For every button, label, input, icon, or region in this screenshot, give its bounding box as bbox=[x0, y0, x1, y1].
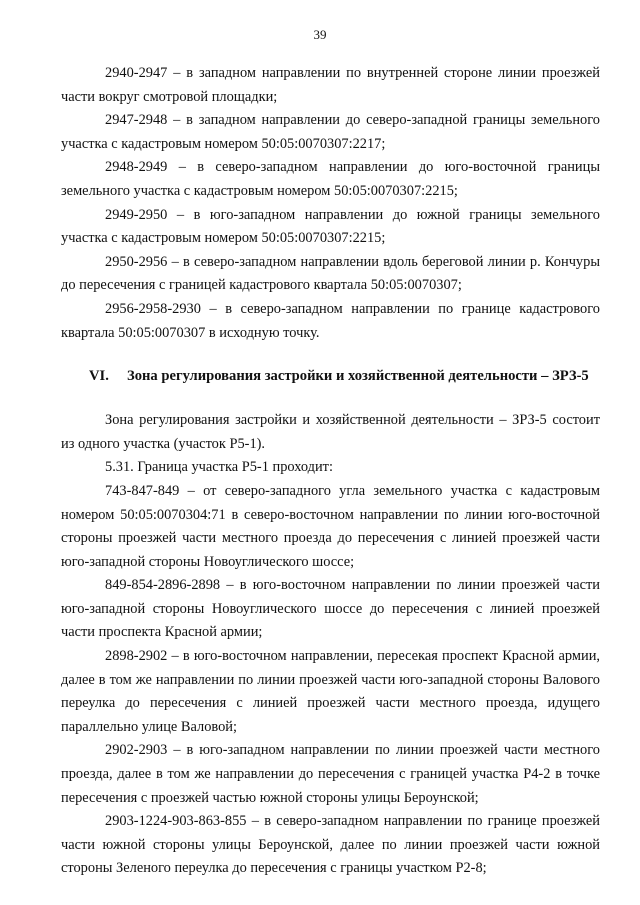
section-title: Зона регулирования застройки и хозяйственной деятельности – ЗРЗ-5 bbox=[127, 368, 589, 385]
paragraph: 2902-2903 – в юго-западном направлении по линии проезжей части местного проезда, далее в том же направлении до пересечения с границей участка Р4-2 в точке пересечения с проезжей частью южной стороны улицы Бероунской; bbox=[61, 742, 600, 806]
paragraph: 2898-2902 – в юго-восточном направлении, пересекая проспект Красной армии, далее в том же направлении по линии проезжей части юго-западной стороны Валового переулка до пересечения с линией проезжей части местного проезда, идущего параллельно улице Валовой; bbox=[61, 648, 600, 735]
section-number: VI. bbox=[89, 368, 109, 385]
document-body bbox=[61, 62, 600, 881]
page-number: 39 bbox=[313, 27, 327, 42]
paragraph: 5.31. Граница участка Р5-1 проходит: bbox=[105, 459, 333, 476]
paragraph: 2948-2949 – в северо-западном направлении до юго-восточной границы земельного участка с кадастровым номером 50:05:0070307:2215; bbox=[61, 159, 600, 199]
paragraph: 2940-2947 – в западном направлении по внутренней стороне линии проезжей части вокруг смотровой площадки; bbox=[61, 65, 600, 105]
section-heading bbox=[61, 365, 600, 387]
paragraph: 2947-2948 – в западном направлении до северо-западной границы земельного участка с кадастровым номером 50:05:0070307:2217; bbox=[61, 112, 600, 152]
paragraph: 849-854-2896-2898 – в юго-восточном направлении по линии проезжей части юго-западной стороны Новоуглического шоссе до пересечения с линией проезжей части проспекта Красной армии; bbox=[61, 577, 600, 641]
paragraph: 2903-1224-903-863-855 – в северо-западном направлении по границе проезжей части южной стороны улицы Бероунской, далее по линии проезжей части южной стороны Зеленого переулка до пересечения с границы участком Р2-8; bbox=[61, 813, 600, 877]
paragraph: 2950-2956 – в северо-западном направлении вдоль береговой линии р. Кончуры до пересечения с границей кадастрового квартала 50:05:0070307; bbox=[61, 253, 600, 294]
paragraph: Зона регулирования застройки и хозяйственной деятельности – ЗРЗ-5 состоит из одного участка (участок Р5-1). bbox=[61, 412, 600, 452]
paragraph: 2949-2950 – в юго-западном направлении до южной границы земельного участка с кадастровым номером 50:05:0070307:2215; bbox=[61, 206, 600, 247]
paragraph: 2956-2958-2930 – в северо-западном направлении по границе кадастрового квартала 50:05:0070307 в исходную точку. bbox=[61, 300, 600, 341]
paragraph: 743-847-849 – от северо-западного угла земельного участка с кадастровым номером 50:05:0070304:71 в северо-восточном направлении по линии юго-восточной стороны проезжей части местного проезда до пересечения с линией проезжей части юго-западной стороны Новоуглического шоссе; bbox=[61, 482, 600, 570]
